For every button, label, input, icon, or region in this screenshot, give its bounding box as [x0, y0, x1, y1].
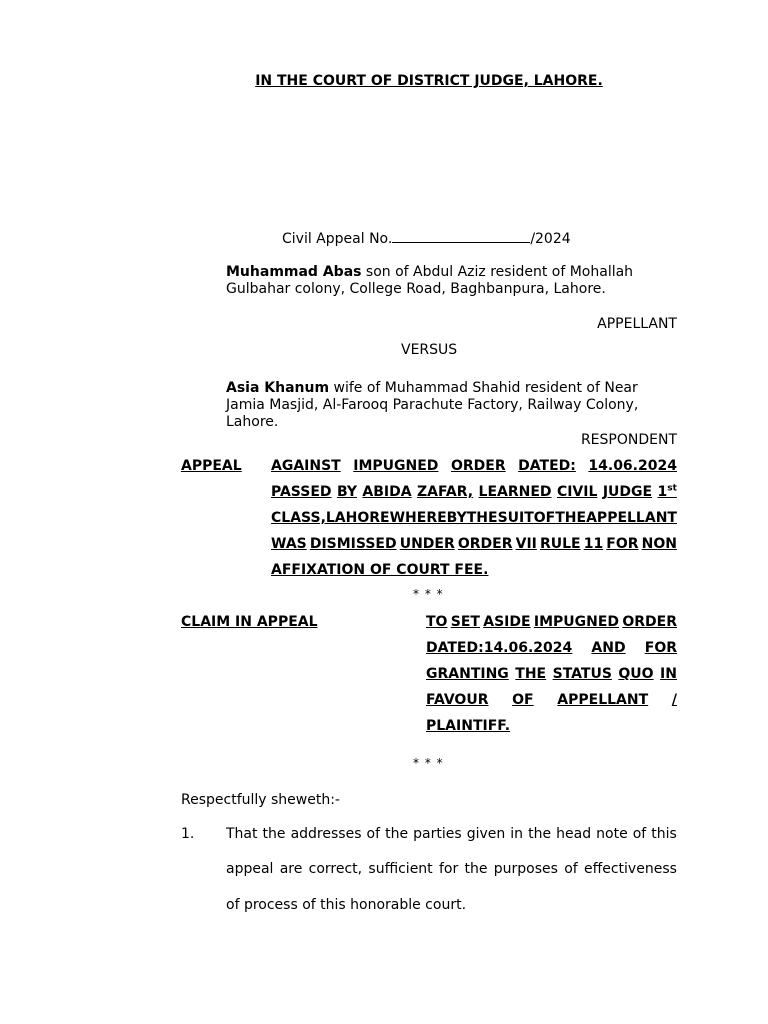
claim-label: CLAIM IN APPEAL	[181, 614, 318, 630]
point-1-line-1-word: the	[528, 826, 552, 842]
respondent-name: Asia Khanum	[226, 380, 330, 396]
point-1-line-1	[226, 826, 677, 842]
appeal-line-4-word: 11	[583, 536, 604, 552]
point-1-line-3: of process of this honorable court.	[226, 897, 467, 913]
appeal-label: APPEAL	[181, 458, 242, 474]
claim-line-5: PLAINTIFF.	[426, 718, 511, 734]
appeal-line-3	[271, 510, 677, 526]
appeal-line-3-word: WHEREBY	[389, 510, 467, 526]
appeal-no-prefix: Civil Appeal No.	[282, 231, 393, 247]
appellant-details-line2: Gulbahar colony, College Road, Baghbanpura, Lahore.	[226, 281, 606, 297]
claim-line-1	[426, 614, 677, 630]
appeal-line-1-word: AGAINST	[271, 458, 341, 474]
claim-line-3-word: STATUS	[552, 666, 612, 682]
respondent-details-line3: Lahore.	[226, 414, 279, 430]
respondent-role: RESPONDENT	[580, 432, 677, 448]
point-1-line-1-word: this	[651, 826, 677, 842]
claim-line-3-word: GRANTING	[426, 666, 509, 682]
appeal-line-4-word: FOR	[606, 536, 639, 552]
appeal-line-4	[271, 536, 677, 552]
appeal-line-5: AFFIXATION OF COURT FEE.	[271, 562, 489, 578]
claim-line-3-word: QUO	[618, 666, 654, 682]
appeal-line-3-word: CLASS,	[271, 510, 326, 526]
appeal-line-2-word: CIVIL	[556, 484, 598, 500]
appeal-line-3-word: SUIT	[497, 510, 534, 526]
appeal-line-4-word: WAS	[271, 536, 307, 552]
point-1-line-2-word: appeal	[226, 861, 274, 877]
respondent-details-line2: Jamia Masjid, Al-Farooq Parachute Factory, Railway Colony,	[226, 397, 639, 413]
appeal-line-1-word: DATED:	[518, 458, 576, 474]
claim-line-2-word: DATED:14.06.2024	[426, 640, 573, 656]
point-1-line-2-word: are	[279, 861, 303, 877]
separator-1: * * *	[413, 587, 444, 601]
appellant-name: Muhammad Abas	[226, 264, 362, 280]
claim-line-4-word: /	[671, 692, 677, 708]
appeal-line-3-word: APPELLANT	[586, 510, 677, 526]
appeal-line-4-word: UNDER	[399, 536, 455, 552]
claim-line-4-word: APPELLANT	[557, 692, 649, 708]
point-1-line-2	[226, 861, 677, 877]
claim-line-3	[426, 666, 677, 682]
point-1-line-1-word: given	[466, 826, 506, 842]
appellant-block	[226, 264, 677, 298]
point-1-line-1-word: head	[556, 826, 592, 842]
appeal-line-3-word: THE	[555, 510, 587, 526]
point-1-line-1-word: addresses	[290, 826, 362, 842]
claim-line-3-word: THE	[515, 666, 547, 682]
point-1-line-1-word: of	[632, 826, 647, 842]
claim-line-2-word: FOR	[644, 640, 677, 656]
claim-line-4-word: FAVOUR	[426, 692, 489, 708]
point-1-number: 1.	[181, 826, 195, 842]
point-1-line-2-word: the	[464, 861, 488, 877]
point-1-line-1-word: note	[596, 826, 628, 842]
claim-line-1-word: SET	[450, 614, 480, 630]
appeal-line-2-word: ZAFAR,	[416, 484, 474, 500]
claim-line-1-word: TO	[426, 614, 448, 630]
appeal-line-2-word: PASSED	[271, 484, 332, 500]
court-title: IN THE COURT OF DISTRICT JUDGE, LAHORE.	[255, 73, 603, 89]
respondent-details-line1: wife of Muhammad Shahid resident of Near	[329, 380, 638, 396]
appeal-line-3-word: LAHORE	[325, 510, 390, 526]
appeal-line-1-word: IMPUGNED	[353, 458, 439, 474]
claim-line-4-word: OF	[512, 692, 534, 708]
appeal-line-3-word: THE	[466, 510, 498, 526]
point-1-line-1-word: That	[226, 826, 258, 842]
point-1-line-2-word: sufficient	[368, 861, 433, 877]
separator-2: * * *	[413, 756, 444, 770]
appeal-line-2-word: ABIDA	[362, 484, 412, 500]
appeal-line-4-word: ORDER	[457, 536, 513, 552]
appeal-line-4-word: DISMISSED	[309, 536, 397, 552]
appeal-line-4-word: RULE	[539, 536, 581, 552]
appeal-line-2-word: BY	[336, 484, 357, 500]
civil-appeal-number	[282, 230, 571, 247]
appeal-line-4-word: NON	[641, 536, 677, 552]
point-1-line-2-word: for	[438, 861, 459, 877]
appeal-line-4-word: VII	[515, 536, 537, 552]
appellant-details-line1: son of Abdul Aziz resident of Mohallah	[361, 264, 634, 280]
point-1-line-1-word: the	[262, 826, 286, 842]
appeal-line-1	[271, 458, 677, 474]
appeal-no-blank	[392, 230, 530, 243]
versus-label: VERSUS	[401, 342, 458, 358]
appeal-line-2	[271, 484, 677, 500]
claim-line-1-word: ASIDE	[483, 614, 531, 630]
claim-line-4	[426, 692, 677, 708]
appeal-no-suffix: /2024	[530, 231, 571, 247]
claim-line-1-word: IMPUGNED	[533, 614, 620, 630]
appeal-line-3-word: OF	[533, 510, 556, 526]
appeal-line-1-word: 14.06.2024	[588, 458, 677, 474]
point-1-line-2-word: correct,	[308, 861, 363, 877]
respondent-block	[226, 380, 677, 431]
appeal-line-2-word: JUDGE	[602, 484, 653, 500]
point-1-line-1-word: parties	[413, 826, 462, 842]
claim-line-3-word: IN	[660, 666, 677, 682]
appeal-line-1-word: ORDER	[450, 458, 506, 474]
point-1-line-2-word: purposes	[493, 861, 558, 877]
point-1-line-1-word: the	[385, 826, 409, 842]
point-1-line-1-word: of	[366, 826, 381, 842]
salutation: Respectfully sheweth:-	[181, 792, 340, 808]
point-1-line-1-word: in	[510, 826, 524, 842]
point-1-line-2-word: of	[564, 861, 578, 877]
claim-line-1-word: ORDER	[622, 614, 677, 630]
appeal-line-2-word: 1st	[657, 483, 677, 500]
appellant-role: APPELLANT	[597, 316, 677, 332]
claim-line-2-word: AND	[591, 640, 626, 656]
appeal-line-2-word: LEARNED	[478, 484, 552, 500]
point-1-line-2-word: effectiveness	[583, 861, 677, 877]
appeal-line-2-superscript: st	[667, 483, 677, 494]
claim-line-2	[426, 640, 677, 656]
